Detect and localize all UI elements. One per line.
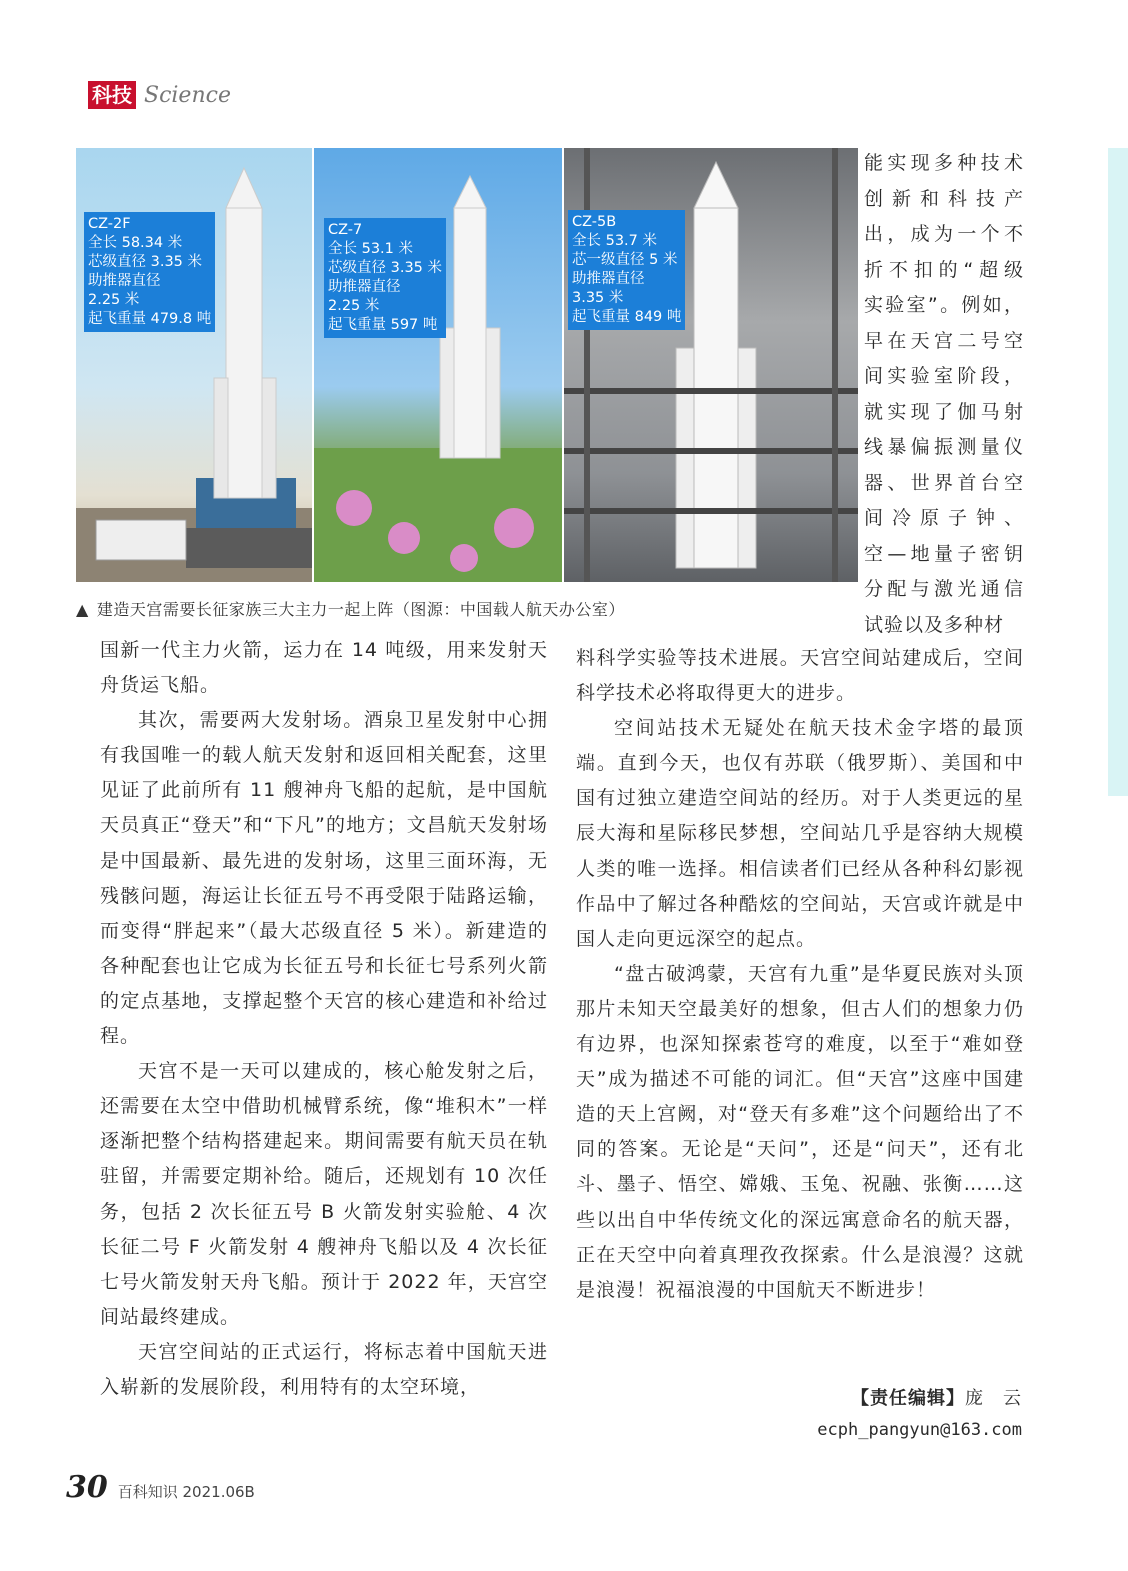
paragraph: 空间站技术无疑处在航天技术金字塔的最顶端。直到今天，也仅有苏联（俄罗斯）、美国和中国有过独立建造空间站的经历。对于人类更远的星辰大海和星际移民梦想，空间站几乎是容纳大规模人类的唯一选择。相信读者们已经从各种科幻影视作品中了解过各种酷炫的空间站，天宫或许就是中国人走向更远深空的起点。 xyxy=(576,717,1024,950)
info-box-cz7: CZ-7 全长 53.1 米 芯级直径 3.35 米 助推器直径 2.25 米 起飞重量 597 吨 xyxy=(324,218,446,338)
narrow-line: 间冷原子钟、 xyxy=(864,507,1024,529)
page-footer xyxy=(66,1470,255,1505)
narrow-line: 就实现了伽马射 xyxy=(864,400,1024,423)
paragraph: 天宫空间站的正式运行，将标志着中国航天进入崭新的发展阶段，利用特有的太空环境， xyxy=(100,1340,548,1398)
caption-triangle-icon: ▲ xyxy=(76,600,89,619)
side-color-bar xyxy=(1108,148,1128,796)
paragraph: 天宫不是一天可以建成的，核心舱发射之后，还需要在太空中借助机械臂系统，像“堆积木”一样逐渐把整个结构搭建起来。期间需要有航天员在轨驻留，并需要定期补给。随后，还规划有 10 次任务，包括 2 次长征五号 B 火箭发射实验舱、4 次长征二号 F 火箭发射 4 艘神舟飞船以及 4 次长征七号火箭发射天舟飞船。预计于 2022 年，天宫空间站最终建成。 xyxy=(100,1060,548,1328)
editor-label: 【责任编辑】 xyxy=(851,1388,965,1409)
narrow-line: 出，成为一个不 xyxy=(864,223,1024,245)
rocket-photos xyxy=(76,148,858,582)
narrow-line: 创新和科技产 xyxy=(864,187,1024,210)
page-number: 30 xyxy=(66,1470,108,1505)
caption-text: 建造天宫需要长征家族三大主力一起上阵（图源：中国载人航天办公室） xyxy=(96,600,625,619)
photo-cz7 xyxy=(314,148,562,582)
right-column xyxy=(576,641,1024,1308)
rocket-cz7-illustration xyxy=(314,148,562,582)
info-box-cz5b: CZ-5B 全长 53.7 米 芯一级直径 5 米 助推器直径 3.35 米 起飞重量 849 吨 xyxy=(568,210,685,330)
editor-credit xyxy=(851,1384,1022,1410)
info-box-cz2f: CZ-2F 全长 58.34 米 芯级直径 3.35 米 助推器直径 2.25 米 起飞重量 479.8 吨 xyxy=(84,212,215,332)
section-tag: 科技 xyxy=(88,81,136,109)
editor-email: ecph_pangyun@163.com xyxy=(817,1420,1022,1440)
paragraph: 其次，需要两大发射场。酒泉卫星发射中心拥有我国唯一的载人航天发射和返回相关配套，这里见证了此前所有 11 艘神舟飞船的起航，是中国航天员真正“登天”和“下凡”的地方；文昌航天发射场是中国最新、最先进的发射场，这里三面环海，无残骸问题，海运让长征五号不再受限于陆路运输，而变得“胖起来”（最大芯级直径 5 米）。新建造的各种配套也让它成为长征五号和长征七号系列火箭的定点基地，支撑起整个天宫的核心建造和补给过程。 xyxy=(100,709,548,1048)
left-column xyxy=(100,633,548,1405)
section-tag-en: Science xyxy=(144,82,231,108)
paragraph: “盘古破鸿蒙，天宫有九重”是华夏民族对头顶那片未知天空最美好的想象，但古人们的想象力仍有边界，也深知探索苍穹的难度，以至于“难如登天”成为描述不可能的词汇。但“天宫”这座中国建造的天上宫阙，对“登天有多难”这个问题给出了不同的答案。无论是“天问”，还是“问天”，还有北斗、墨子、悟空、嫦娥、玉兔、祝融、张衡……这些以出自中华传统文化的深远寓意命名的航天器，正在天空中向着真理孜孜探索。什么是浪漫？这就是浪漫！祝福浪漫的中国航天不断进步！ xyxy=(576,962,1024,1301)
photo-cz5b xyxy=(564,148,858,582)
paragraph: 国新一代主力火箭，运力在 14 吨级，用来发射天舟货运飞船。 xyxy=(100,639,548,697)
narrow-line: 早在天宫二号空 xyxy=(864,329,1024,352)
narrow-line: 线暴偏振测量仪 xyxy=(864,436,1024,458)
narrow-line: 试验以及多种材 xyxy=(864,613,1005,636)
narrow-line: 分配与激光通信 xyxy=(864,578,1024,600)
paragraph: 料科学实验等技术进展。天宫空间站建成后，空间科学技术必将取得更大的进步。 xyxy=(576,647,1024,705)
narrow-line: 空—地量子密钥 xyxy=(864,542,1024,565)
magazine-issue: 百科知识 2021.06B xyxy=(117,1483,255,1501)
photo-caption xyxy=(76,597,625,620)
section-header xyxy=(88,80,231,110)
photo-cz2f xyxy=(76,148,312,582)
narrow-line: 器、世界首台空 xyxy=(864,471,1024,494)
narrow-column xyxy=(864,146,1024,643)
narrow-line: 能实现多种技术 xyxy=(864,152,1024,174)
narrow-line: 间实验室阶段， xyxy=(864,365,1024,387)
narrow-line: 折不扣的“超级 xyxy=(864,258,1024,281)
editor-name: 庞 云 xyxy=(965,1388,1022,1409)
narrow-line: 实验室”。例如， xyxy=(864,294,1024,316)
